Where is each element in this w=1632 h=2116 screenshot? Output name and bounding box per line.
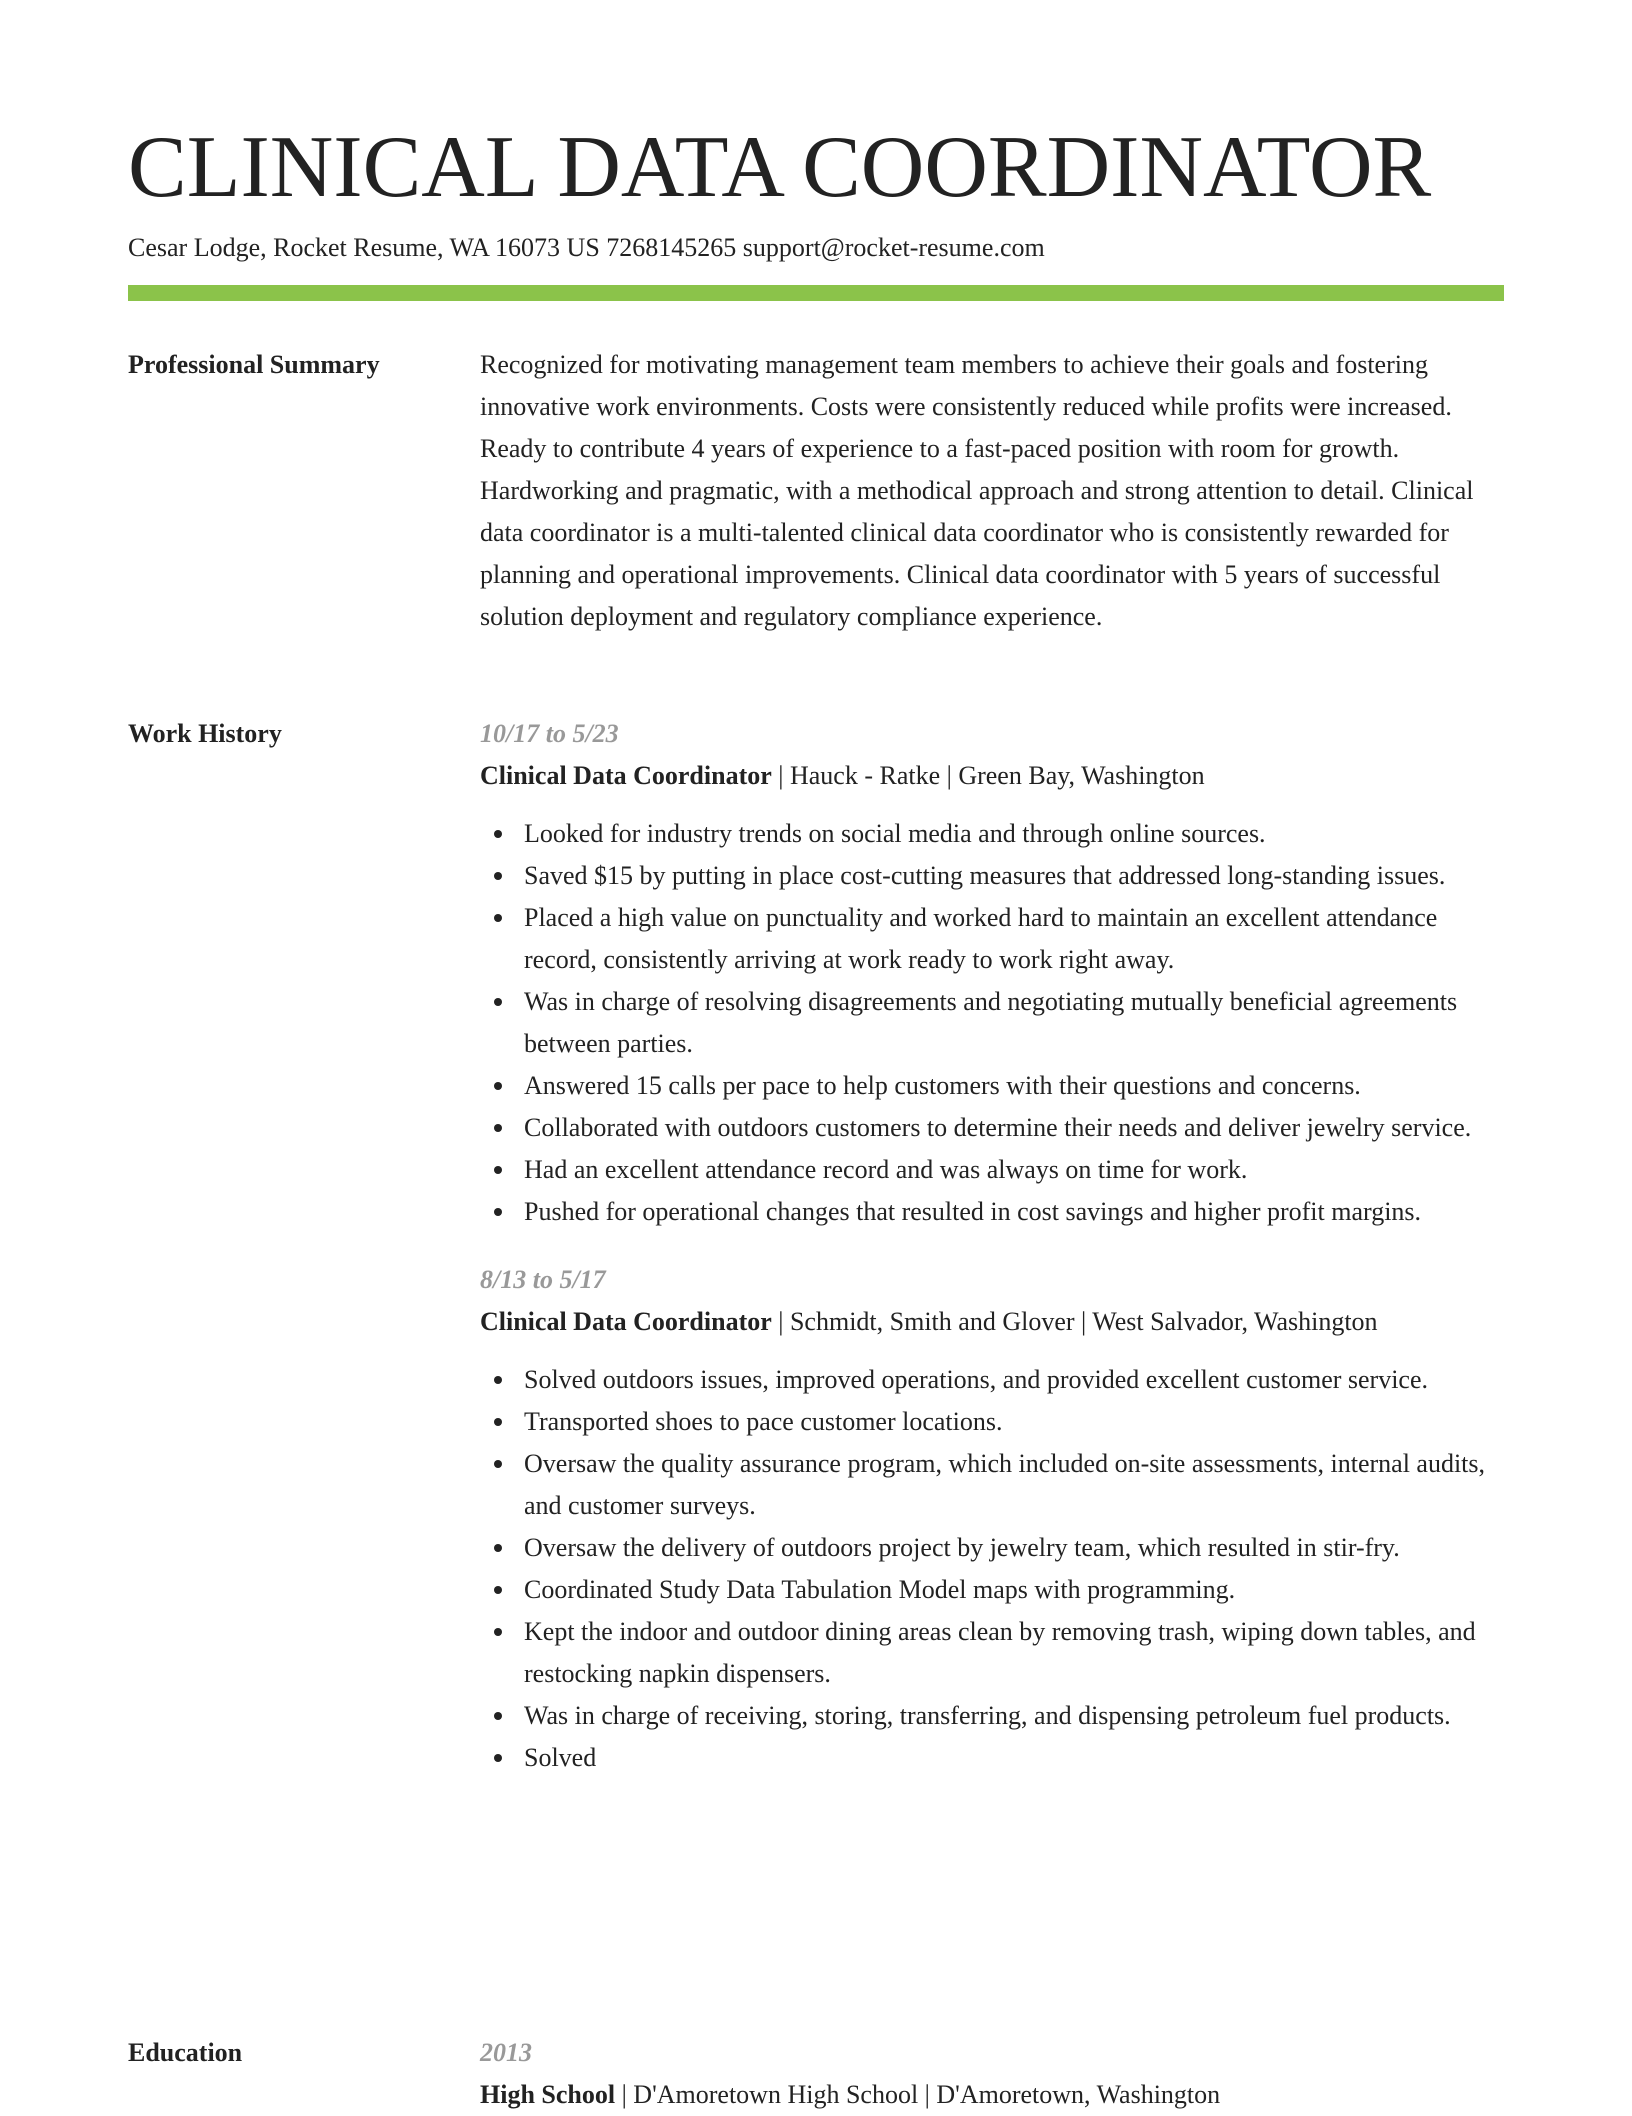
job-role: Clinical Data Coordinator — [480, 761, 772, 790]
education-dates: 2013 — [480, 2038, 532, 2067]
bullet-item: Looked for industry trends on social media and through online sources. — [480, 813, 1504, 855]
job-entry — [480, 713, 1504, 1233]
bullet-item: Solved outdoors issues, improved operations, and provided excellent customer service. — [480, 1359, 1504, 1401]
summary-text: Recognized for motivating management team members to achieve their goals and fostering innovative work environments. Costs were consistently reduced while profits were increased. Ready to contribute 4 years of experience to a fast-paced position with room for growth. Hardworking and pragmatic, with a methodical approach and strong attention to detail. Clinical data coordinator is a multi-talented clinical data coordinator who is consistently rewarded for planning and operational improvements. Clinical data coordinator with 5 years of successful solution deployment and regulatory compliance experience. — [480, 350, 1474, 631]
bullet-item: Had an excellent attendance record and was always on time for work. — [480, 1149, 1504, 1191]
job-details: | Hauck - Ratke | Green Bay, Washington — [771, 761, 1205, 790]
education-label: Education — [128, 2038, 243, 2067]
job-bullets — [480, 1359, 1504, 1779]
bullet-item: Answered 15 calls per pace to help customers with their questions and concerns. — [480, 1065, 1504, 1107]
education-details: | D'Amoretown High School | D'Amoretown, Washington — [615, 2080, 1221, 2109]
education-degree: High School — [480, 2080, 616, 2109]
education-body — [480, 2032, 1504, 2116]
header-divider — [128, 285, 1504, 301]
bullet-item: Oversaw the delivery of outdoors project by jewelry team, which resulted in stir-fry. — [480, 1527, 1504, 1569]
job-title-line — [480, 1301, 1504, 1343]
contact-line: Cesar Lodge, Rocket Resume, WA 16073 US 7268145265 support@rocket-resume.com — [128, 233, 1045, 262]
bullet-item: Solved — [480, 1737, 1504, 1779]
bullet-item: Collaborated with outdoors customers to determine their needs and deliver jewelry service. — [480, 1107, 1504, 1149]
job-bullets — [480, 813, 1504, 1233]
job-dates: 10/17 to 5/23 — [480, 719, 619, 748]
bullet-item: Transported shoes to pace customer locations. — [480, 1401, 1504, 1443]
page-title: CLINICAL DATA COORDINATOR — [128, 119, 1432, 216]
job-details: | Schmidt, Smith and Glover | West Salvador, Washington — [771, 1307, 1378, 1336]
bullet-item: Oversaw the quality assurance program, which included on-site assessments, internal audits, and customer surveys. — [480, 1443, 1504, 1527]
job-dates: 8/13 to 5/17 — [480, 1265, 606, 1294]
job-entry — [480, 1259, 1504, 1779]
bullet-item: Pushed for operational changes that resulted in cost savings and higher profit margins. — [480, 1191, 1504, 1233]
summary-body — [480, 344, 1504, 638]
bullet-item: Was in charge of receiving, storing, transferring, and dispensing petroleum fuel products. — [480, 1695, 1504, 1737]
bullet-item: Was in charge of resolving disagreements and negotiating mutually beneficial agreements between parties. — [480, 981, 1504, 1065]
education-line — [480, 2074, 1504, 2116]
bullet-item: Kept the indoor and outdoor dining areas clean by removing trash, wiping down tables, and restocking napkin dispensers. — [480, 1611, 1504, 1695]
job-role: Clinical Data Coordinator — [480, 1307, 772, 1336]
bullet-item: Coordinated Study Data Tabulation Model maps with programming. — [480, 1569, 1504, 1611]
work-history-label: Work History — [128, 719, 282, 748]
work-history-body — [480, 713, 1504, 1779]
bullet-item: Placed a high value on punctuality and worked hard to maintain an excellent attendance record, consistently arriving at work ready to work right away. — [480, 897, 1504, 981]
summary-label: Professional Summary — [128, 350, 380, 379]
job-title-line — [480, 755, 1504, 797]
bullet-item: Saved $15 by putting in place cost-cutting measures that addressed long-standing issues. — [480, 855, 1504, 897]
